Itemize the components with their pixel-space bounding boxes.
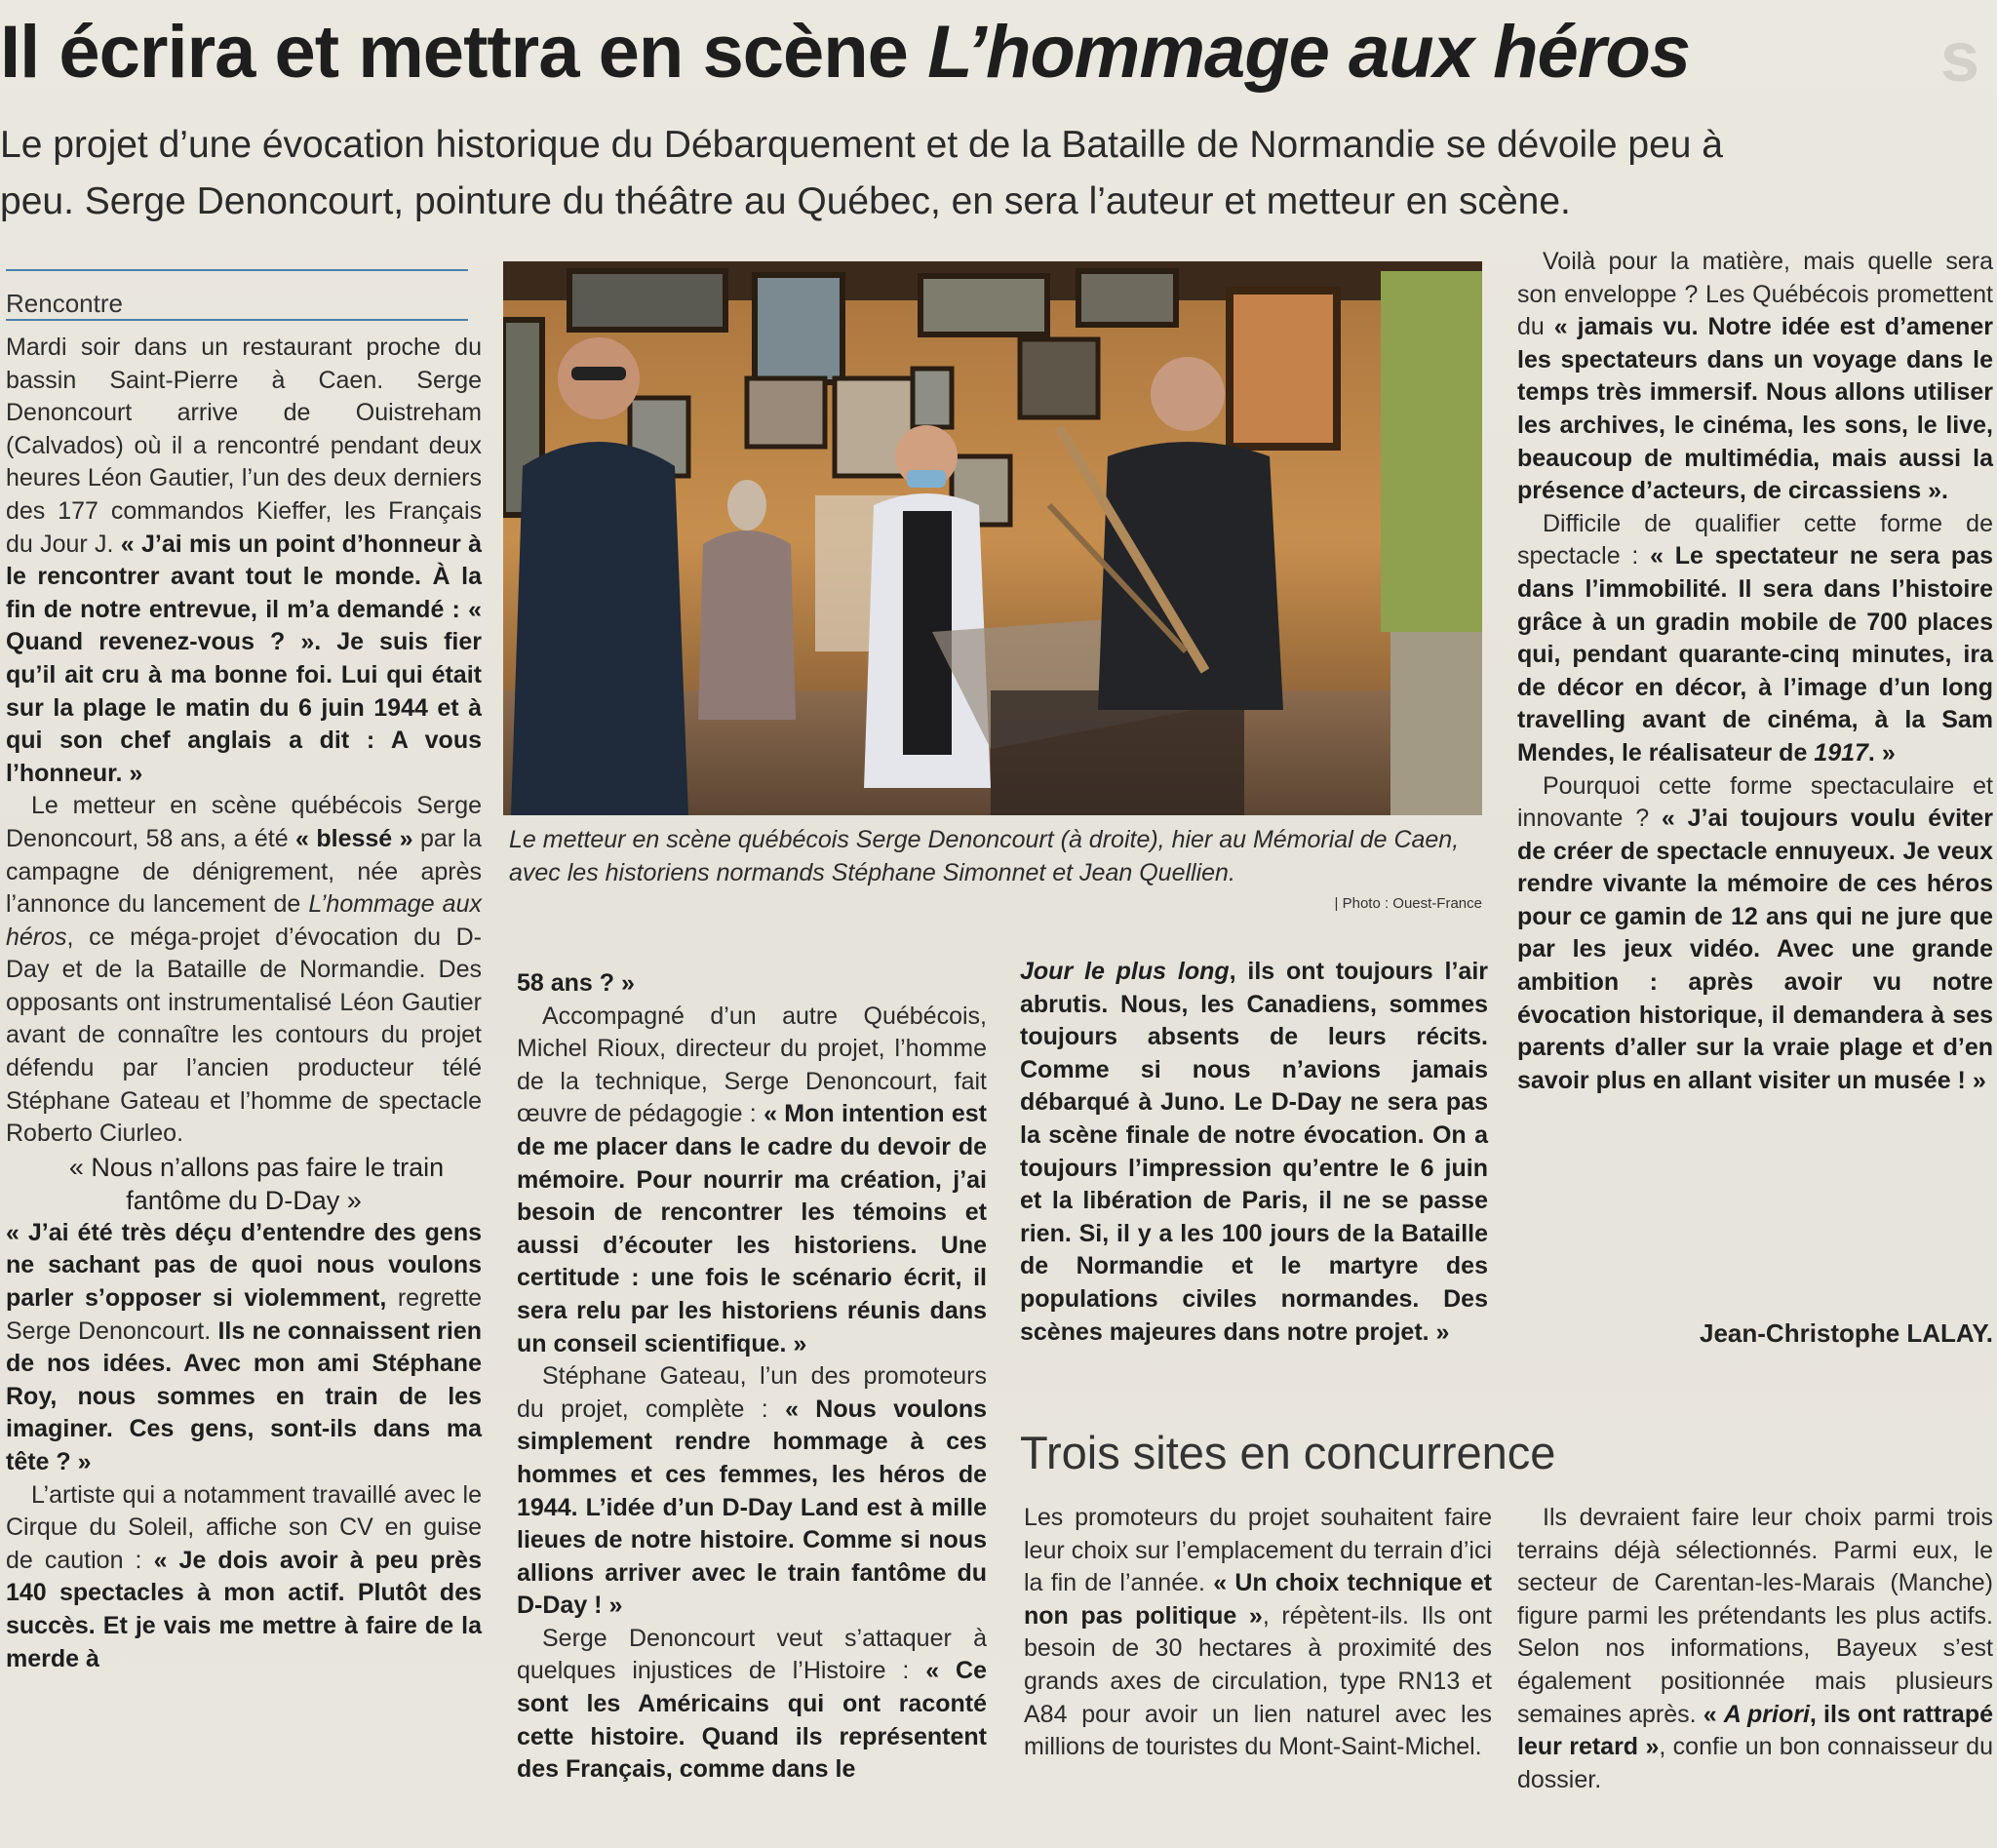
author-signature: Jean-Christophe LALAY.	[1700, 1318, 1993, 1348]
museum-photo-illustration	[503, 261, 1482, 815]
column-4-section	[1517, 1502, 1993, 1796]
paragraph: Voilà pour la matière, mais quelle sera son enveloppe ? Les Québécois promettent du « jamais vu. Notre idée est d’amener les spectateurs dans un voyage dans le temps très immersif. Nous allons utiliser les archives, le cinéma, les sons, le live, beaucoup de multimédia, mais aussi la présence d’acteurs, de circassiens ».	[1517, 248, 1993, 505]
column-2	[517, 967, 987, 1787]
column-3-section	[1024, 1502, 1492, 1764]
headline	[0, 11, 1997, 94]
column-1	[6, 332, 482, 1675]
paragraph: Difficile de qualifier cette forme de spectacle : « Le spectateur ne sera pas dans l’immobilité. Il sera dans l’histoire grâce à un gradin mobile de 700 places qui, pendant quarante-cinq minutes, ira de décor en décor, à l’image d’un long travelling avant de cinéma, à la Sam Mendes, le réalisateur de 1917. »	[1517, 509, 1993, 767]
paragraph: Serge Denoncourt veut s’attaquer à quelques injustices de l’Histoire : « Ce sont les Américains qui ont raconté cette histoire. Quand ils représentent des Français, comme dans le	[517, 1624, 987, 1784]
paragraph: Ils devraient faire leur choix parmi trois terrains déjà sélectionnés. Parmi eux, le secteur de Carentan-les-Marais (Manche) figure parmi les prétendants les plus actifs. Selon nos informations, Bayeux s’est également positionnée mais plusieurs semaines après. « A priori, ils ont rattrapé leur retard », confie un bon connaisseur du dossier.	[1517, 1504, 1993, 1793]
subheadline: Le projet d’une évocation historique du Débarquement et de la Bataille de Normandie se dévoile peu à peu. Serge Denoncourt, pointure du théâtre au Québec, en sera l’auteur et metteur en scène.	[0, 124, 1723, 222]
paragraph: Les promoteurs du projet souhaitent faire leur choix sur l’emplacement du terrain d’ici la fin de l’année. « Un choix technique et non pas politique », répètent-ils. Ils ont besoin de 30 hectares à proximité des grands axes de circulation, type RN13 et A84 pour avoir un lien naturel avec les millions de touristes du Mont-Saint-Michel.	[1024, 1504, 1493, 1761]
paragraph: 58 ans ? »	[517, 969, 635, 997]
headline-roman: Il écrira et mettra en scène	[0, 11, 928, 94]
headline-italic: L’hommage aux héros	[927, 11, 1691, 94]
paragraph: Pourquoi cette forme spectaculaire et innovante ? « J’ai toujours voulu éviter de créer de spectacle ennuyeux. Je veux rendre vivante la mémoire de ces héros pour ce gamin de 12 ans qui ne jure que par les jeux vidéo. Avec une grande ambition : après avoir vu notre évocation historique, il demandera à ses parents d’aller sur la vraie plage et d’en savoir plus en allant visiter un musée ! »	[1517, 771, 1994, 1094]
paragraph: Accompagné d’un autre Québécois, Michel Rioux, directeur du projet, l’homme de la technique, Serge Denoncourt, fait œuvre de pédagogie : « Mon intention est de me placer dans le cadre du devoir de mémoire. Pour nourrir ma création, j’ai besoin de rencontrer les témoins et aussi d’écouter les historiens. Une certitude : une fois le scénario écrit, il sera relu par les historiens réunis dans un conseil scientifique. »	[517, 1002, 987, 1357]
paragraph: « J’ai été très déçu d’entendre des gens ne sachant pas de quoi nous voulons parler s’opposer si violemment, regrette Serge Denoncourt. Ils ne connaissent rien de nos idées. Avec mon ami Stéphane Roy, nous sommes en train de les imaginer. Ces gens, sont-ils dans ma tête ? »	[6, 1218, 483, 1475]
paragraph: L’artiste qui a notamment travaillé avec le Cirque du Soleil, affiche son CV en guise de caution : « Je dois avoir à peu près 140 spectacles à mon actif. Plutôt des succès. Et je vais me mettre à faire de la merde à	[6, 1480, 482, 1672]
paragraph: Le metteur en scène québécois Serge Denoncourt, 58 ans, a été « blessé » par la campagne de dénigrement, née après l’annonce du lancement de L’hommage aux héros, ce méga-projet d’évocation du D-Day et de la Bataille de Normandie. Des opposants ont instrumentalisé Léon Gautier avant de connaître les contours du projet défendu par l’ancien producteur télé Stéphane Gateau et l’homme de spectacle Roberto Ciurleo.	[6, 792, 482, 1148]
paragraph: Mardi soir dans un restaurant proche du bassin Saint-Pierre à Caen. Serge Denoncourt arrive de Ouistreham (Calvados) où il a rencontré pendant deux heures Léon Gautier, l’un des deux derniers des 177 commandos Kieffer, les Français du Jour J. « J’ai mis un point d’honneur à le rencontrer avant tout le monde. À la fin de notre entrevue, il m’a demandé : « Quand revenez-vous ? ». Je suis fier qu’il ait cru à ma bonne foi. Lui qui était sur la plage le matin du 6 juin 1944 et à qui son chef anglais a dit : A vous l’honneur. »	[6, 334, 482, 787]
intertitle: « Nous n’allons pas faire le train fantôme du D-Day »	[68, 1152, 445, 1215]
kicker: Rencontre	[6, 289, 123, 318]
photo-credit: | Photo : Ouest-France	[1334, 895, 1482, 912]
adjacent-article-ghost: s	[1940, 19, 1980, 97]
kicker-rule-bottom	[6, 319, 468, 321]
article-photo	[503, 261, 1482, 815]
column-3	[1020, 956, 1488, 1349]
paragraph: Jour le plus long, ils ont toujours l’air abrutis. Nous, les Canadiens, sommes toujours absents de leurs récits. Comme si nous n’avions jamais débarqué à Juno. Le D-Day ne sera pas la scène finale de notre évocation. On a toujours l’impression qu’entre le 6 juin et la libération de Paris, il ne se passe rien. Si, il y a les 100 jours de la Bataille de Normandie et le martyre des populations civiles normandes. Des scènes majeures dans notre projet. »	[1020, 958, 1488, 1346]
section-title: Trois sites en concurrence	[1020, 1427, 1556, 1478]
column-4	[1517, 246, 1993, 1097]
paragraph: Stéphane Gateau, l’un des promoteurs du projet, complète : « Nous voulons simplement rendre hommage à ces hommes et ces femmes, les héros de 1944. L’idée d’un D-Day Land est à mille lieues de notre histoire. Comme si nous allions arriver avec le train fantôme du D-Day ! »	[517, 1362, 987, 1620]
photo-caption: Le metteur en scène québécois Serge Denoncourt (à droite), hier au Mémorial de Caen, avec les historiens normands Stéphane Simonnet et Jean Quellien.	[509, 826, 1460, 886]
kicker-rule-top	[6, 269, 468, 271]
